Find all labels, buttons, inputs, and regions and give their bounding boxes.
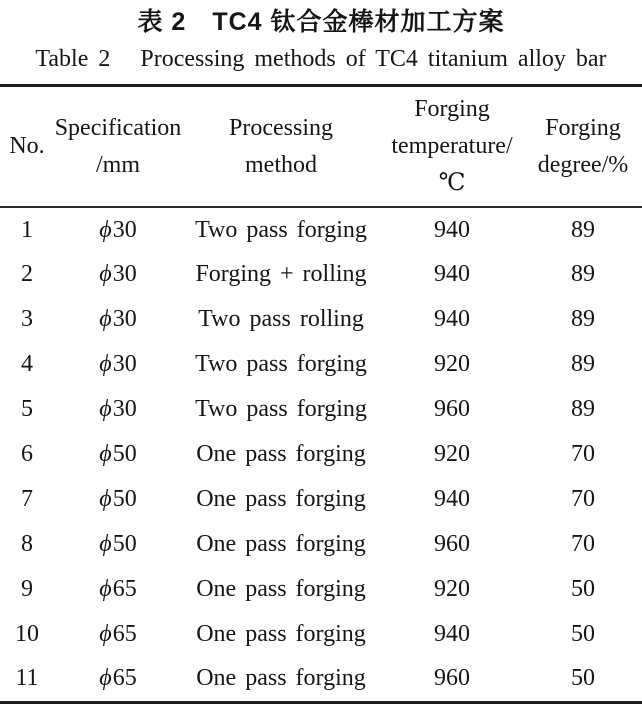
table-row (0, 342, 642, 387)
table-row (0, 612, 642, 657)
cell-processing-method: Two pass forging (195, 216, 367, 243)
spec-value: 50 (112, 486, 137, 512)
cell-processing-method: Two pass forging (195, 396, 367, 422)
col-header-forging-temperature (380, 86, 524, 208)
cell-processing-method: One pass forging (196, 486, 366, 512)
cell-forging-temperature: 940 (434, 261, 470, 287)
cell-no: 6 (21, 441, 33, 467)
cell-processing-method: One pass forging (196, 576, 366, 602)
cell-forging-degree: 89 (571, 351, 595, 377)
cell-no: 7 (21, 486, 33, 512)
cell-forging-temperature: 920 (434, 576, 470, 602)
col-header-forging-temperature-line1: Forging (414, 96, 490, 122)
spec-value: 30 (112, 261, 137, 287)
cell-no: 1 (21, 216, 33, 243)
phi-symbol: ϕ (99, 396, 112, 422)
phi-symbol: ϕ (99, 621, 112, 647)
col-header-specification-line2: /mm (95, 151, 140, 178)
cell-specification (54, 567, 182, 612)
cell-specification (54, 522, 182, 567)
phi-symbol: ϕ (99, 441, 112, 467)
cell-processing-method: One pass forging (196, 441, 366, 467)
spec-value: 30 (112, 351, 137, 377)
cell-specification (54, 612, 182, 657)
cell-forging-degree: 89 (571, 396, 595, 422)
table-row (0, 387, 642, 432)
spec-value: 65 (112, 621, 137, 647)
table-row (0, 477, 642, 522)
cell-forging-temperature: 960 (434, 396, 470, 422)
table-row (0, 252, 642, 297)
spec-value: 30 (112, 216, 137, 243)
cell-forging-temperature: 920 (434, 441, 470, 467)
table-row (0, 522, 642, 567)
cell-no: 2 (21, 261, 33, 287)
cell-forging-degree: 50 (571, 576, 595, 602)
table-row (0, 432, 642, 477)
phi-symbol: ϕ (99, 216, 112, 243)
phi-symbol: ϕ (99, 665, 112, 692)
table-caption-en: Table 2 Processing methods of TC4 titanium alloy bar (35, 46, 607, 72)
cell-forging-temperature: 920 (434, 351, 470, 377)
cell-forging-temperature: 940 (434, 306, 470, 332)
table-caption-zh: 表 2 TC4 钛合金棒材加工方案 (137, 8, 505, 36)
cell-specification (54, 477, 182, 522)
cell-forging-temperature: 960 (434, 665, 470, 692)
spec-value: 50 (112, 531, 137, 557)
cell-forging-temperature: 960 (434, 531, 470, 557)
cell-specification (54, 252, 182, 297)
spec-value: 50 (112, 441, 137, 467)
phi-symbol: ϕ (99, 351, 112, 377)
cell-processing-method: Forging + rolling (195, 261, 367, 287)
cell-processing-method: Two pass rolling (198, 306, 364, 332)
cell-no: 10 (15, 621, 39, 647)
cell-forging-degree: 70 (571, 441, 595, 467)
cell-no: 8 (21, 531, 33, 557)
col-header-forging-degree-line1: Forging (545, 114, 621, 141)
cell-forging-degree: 70 (571, 531, 595, 557)
cell-no: 5 (21, 396, 33, 422)
phi-symbol: ϕ (99, 261, 112, 287)
table-row (0, 207, 642, 252)
cell-no: 11 (15, 665, 39, 692)
col-header-forging-degree-line2: degree/% (537, 151, 629, 178)
phi-symbol: ϕ (99, 306, 112, 332)
cell-no: 4 (21, 351, 33, 377)
phi-symbol: ϕ (99, 531, 112, 557)
table-row (0, 567, 642, 612)
cell-no: 3 (21, 306, 33, 332)
header-row (0, 86, 642, 208)
cell-forging-degree: 89 (571, 306, 595, 332)
cell-forging-degree: 50 (571, 665, 595, 692)
col-header-specification-line1: Specification (54, 114, 182, 141)
col-header-forging-temperature-line2: temperature/℃ (391, 133, 513, 196)
cell-processing-method: Two pass forging (195, 351, 367, 377)
cell-specification (54, 432, 182, 477)
cell-forging-temperature: 940 (434, 621, 470, 647)
cell-forging-degree: 89 (571, 261, 595, 287)
spec-value: 65 (112, 665, 137, 692)
col-header-specification (54, 86, 182, 208)
col-header-processing-method-line1: Processing (229, 114, 333, 141)
spec-value: 30 (112, 306, 137, 332)
cell-processing-method: One pass forging (196, 621, 366, 647)
processing-methods-table (0, 84, 642, 704)
cell-specification (54, 207, 182, 252)
cell-processing-method: One pass forging (196, 665, 366, 692)
col-header-processing-method-line2: method (245, 151, 317, 178)
cell-forging-temperature: 940 (434, 486, 470, 512)
cell-forging-degree: 50 (571, 621, 595, 647)
cell-specification (54, 387, 182, 432)
cell-no: 9 (21, 576, 33, 602)
col-header-no-label: No. (9, 133, 45, 159)
col-header-forging-degree (524, 86, 642, 208)
cell-specification (54, 342, 182, 387)
cell-forging-degree: 70 (571, 486, 595, 512)
cell-forging-degree: 89 (571, 216, 595, 243)
col-header-processing-method (182, 86, 380, 208)
col-header-no (0, 86, 54, 208)
cell-specification (54, 297, 182, 342)
cell-forging-temperature: 940 (434, 216, 470, 243)
spec-value: 65 (112, 576, 137, 602)
spec-value: 30 (112, 396, 137, 422)
cell-processing-method: One pass forging (196, 531, 366, 557)
phi-symbol: ϕ (99, 486, 112, 512)
table-row (0, 297, 642, 342)
phi-symbol: ϕ (99, 576, 112, 602)
